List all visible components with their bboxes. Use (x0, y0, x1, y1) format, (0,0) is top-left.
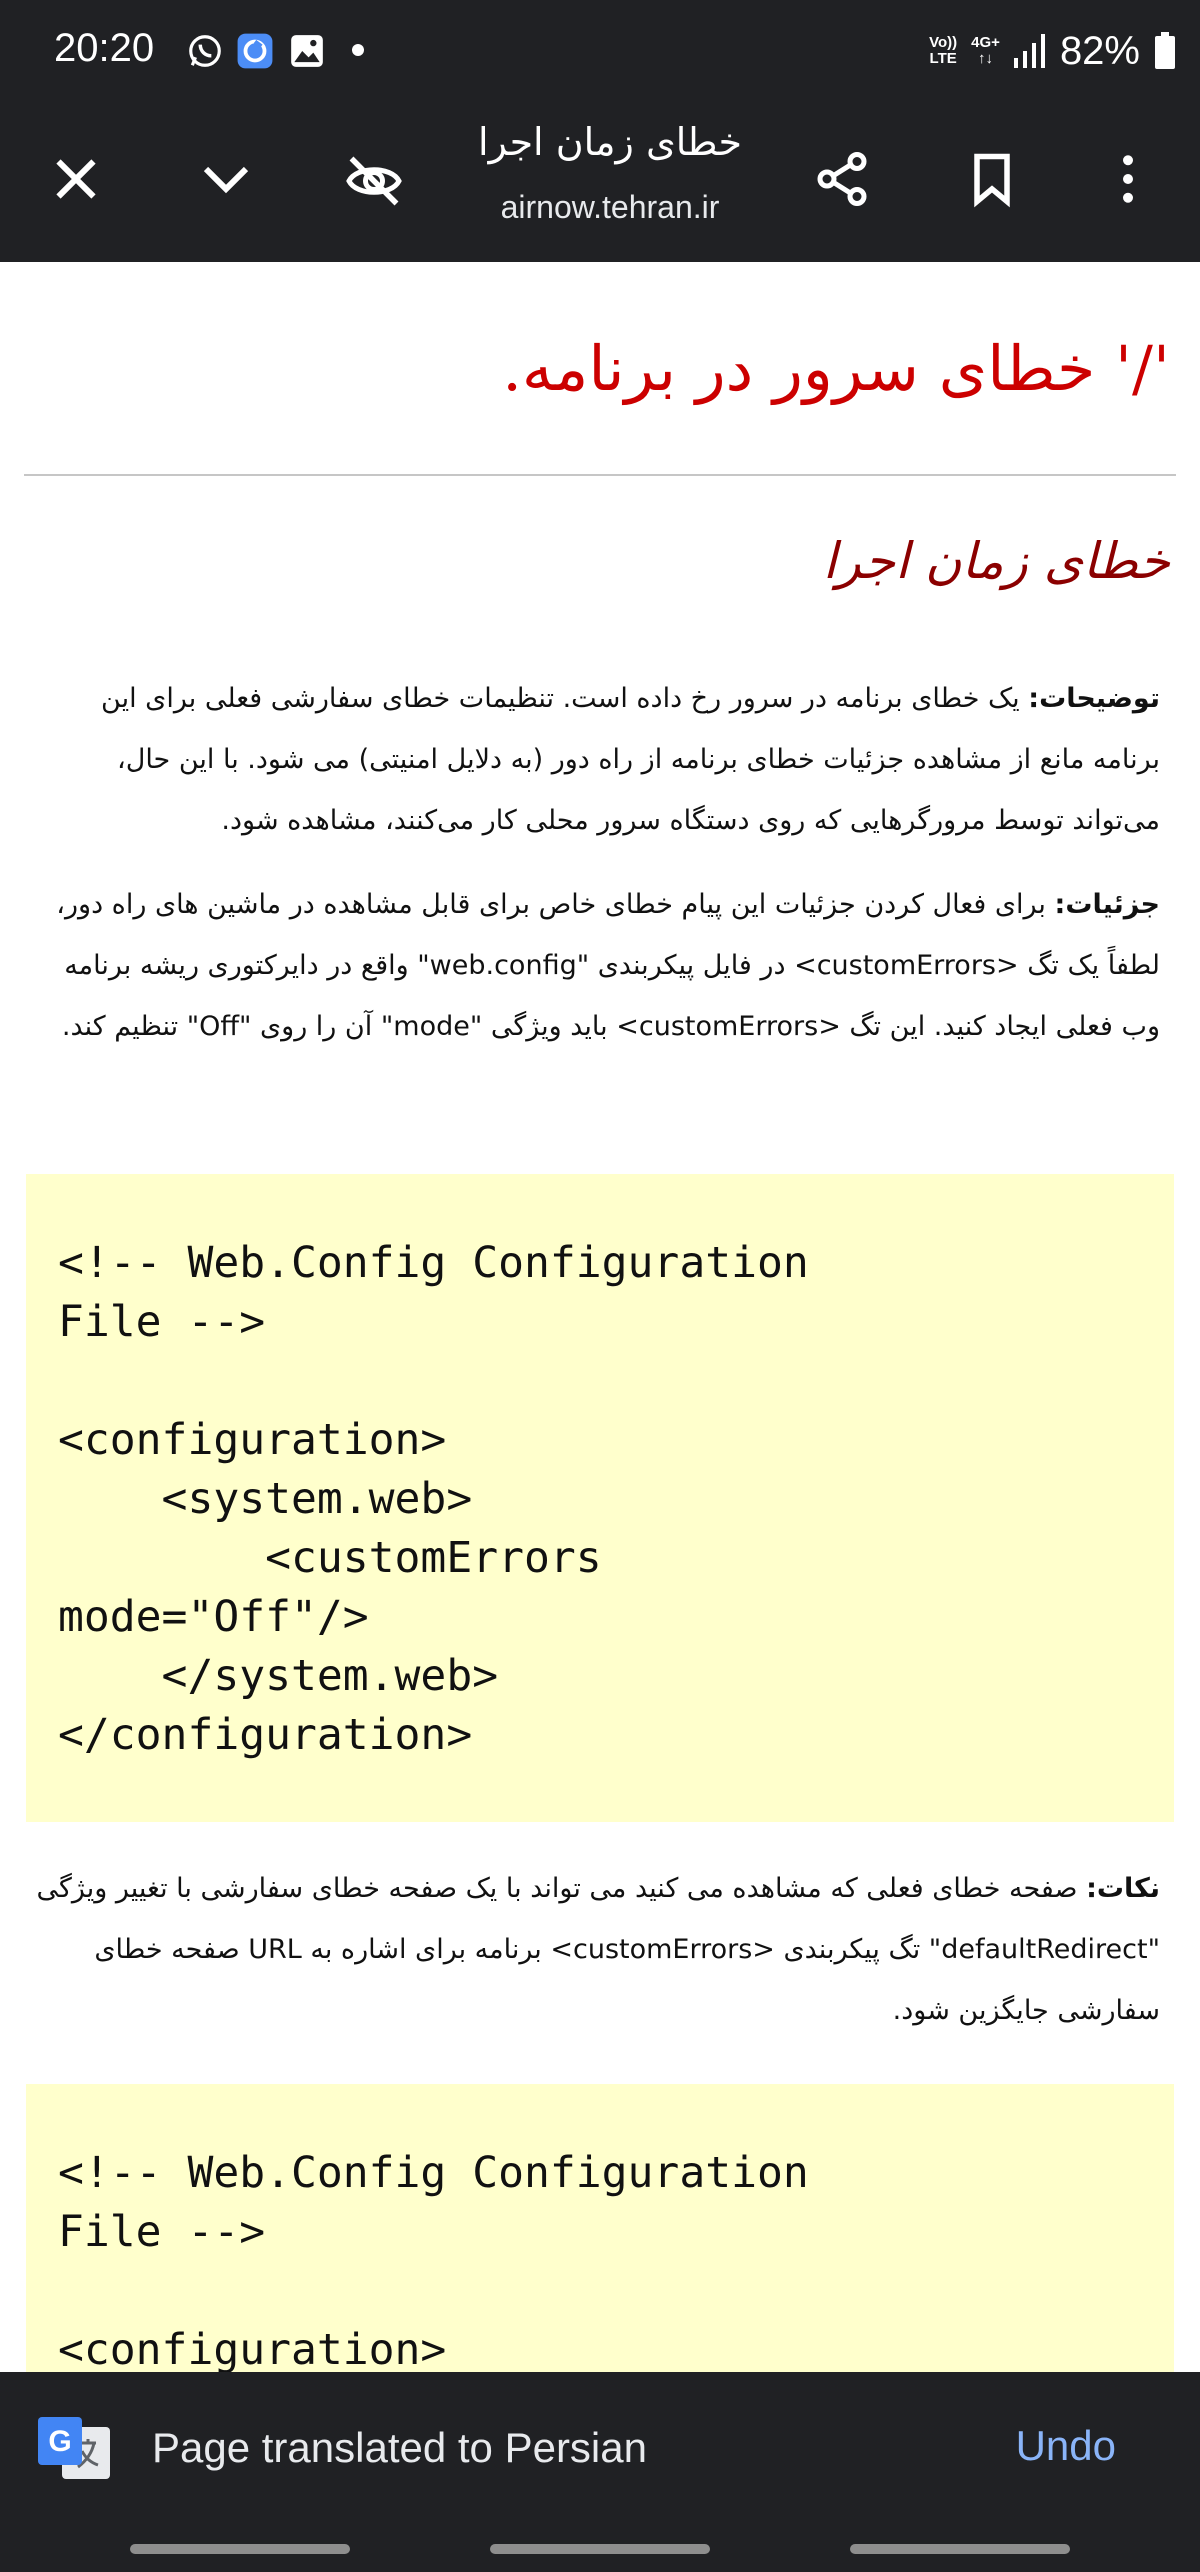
gallery-icon (288, 32, 326, 70)
code-block-2-text: <!-- Web.Config Configuration File --> <configuration> (58, 2148, 809, 2372)
bookmark-icon[interactable] (962, 149, 1022, 209)
description-paragraph (28, 668, 1160, 851)
volte-indicator (929, 35, 957, 67)
page-title: خطای زمان اجرا (478, 120, 742, 164)
signal-icon (1014, 34, 1046, 68)
error-subheading: خطای زمان اجرا (822, 532, 1170, 590)
notes-label: نکات: (1086, 1873, 1160, 1904)
battery-percent: 82% (1059, 28, 1140, 73)
divider (24, 474, 1176, 476)
status-time: 20:20 (54, 26, 155, 70)
description-label: توضیحات: (1028, 683, 1160, 714)
status-right-group (929, 26, 1176, 76)
notification-dot (352, 44, 364, 56)
network-indicator (971, 35, 1000, 67)
translate-message: Page translated to Persian (152, 2424, 647, 2471)
notes-text: صفحه خطای فعلی که مشاهده می کنید می تواند با یک صفحه خطای سفارشی با تغییر ویژگی "defaultRedirect" تگ پیکربندی <customErrors> برنامه برای اشاره به URL صفحه خطای سفارشی جایگزین شود. (36, 1873, 1160, 2026)
page-url: airnow.tehran.ir (500, 189, 720, 225)
google-translate-icon (38, 2417, 112, 2481)
undo-button[interactable]: Undo (1015, 2422, 1116, 2469)
more-vert-icon[interactable] (1098, 149, 1158, 209)
data-arrows-icon: ↑↓ (978, 50, 994, 67)
error-heading: '/' خطای سرور در برنامه. (502, 332, 1170, 405)
status-bar (0, 0, 1200, 105)
nav-handle-right[interactable] (850, 2544, 1070, 2554)
details-paragraph (28, 874, 1160, 1057)
code-block-2 (26, 2084, 1174, 2372)
lte-label: LTE (929, 50, 957, 67)
nav-handle-center[interactable] (490, 2544, 710, 2554)
battery-icon (1154, 32, 1176, 70)
whatsapp-icon (186, 32, 224, 70)
volte-label: Vo)) (929, 34, 958, 51)
custom-tab-toolbar (0, 105, 1200, 262)
code-block-1 (26, 1174, 1174, 1822)
nav-handle-left[interactable] (130, 2544, 350, 2554)
code-block-1-text: <!-- Web.Config Configuration File --> <configuration> <system.web> <customErrors mode="Off"/> </system.web> </configuration> (58, 1238, 809, 1760)
description-text: یک خطای برنامه در سرور رخ داده است. تنظیمات خطای سفارشی فعلی برای این برنامه مانع از مشاهده جزئیات خطای برنامه از راه دور (به دلایل امنیتی) می شود. با این حال، می‌تواند توسط مرورگرهایی که روی دستگاه سرور محلی کار می‌کنند، مشاهده شود. (101, 683, 1160, 836)
eye-off-icon[interactable] (344, 151, 404, 211)
share-icon[interactable] (812, 149, 872, 209)
app-notification-icon (236, 32, 274, 70)
network-type-label: 4G+ (971, 34, 1000, 51)
svg-text:G: G (48, 2425, 72, 2458)
chevron-down-icon[interactable] (196, 149, 256, 209)
details-label: جزئیات: (1054, 889, 1160, 920)
page-content (0, 262, 1200, 2372)
navigation-bar (0, 2527, 1200, 2572)
notes-paragraph (28, 1858, 1160, 2041)
translate-snackbar (0, 2372, 1200, 2527)
close-icon[interactable] (46, 149, 106, 209)
details-text: برای فعال کردن جزئیات این پیام خطای خاص برای قابل مشاهده در ماشین های راه دور، لطفاً یک تگ <customErrors> در فایل پیکربندی "web.config" واقع در دایرکتوری ریشه برنامه وب فعلی ایجاد کنید. این تگ <customErrors> باید ویژگی "mode" آن را روی "Off" تنظیم کند. (56, 889, 1160, 1042)
